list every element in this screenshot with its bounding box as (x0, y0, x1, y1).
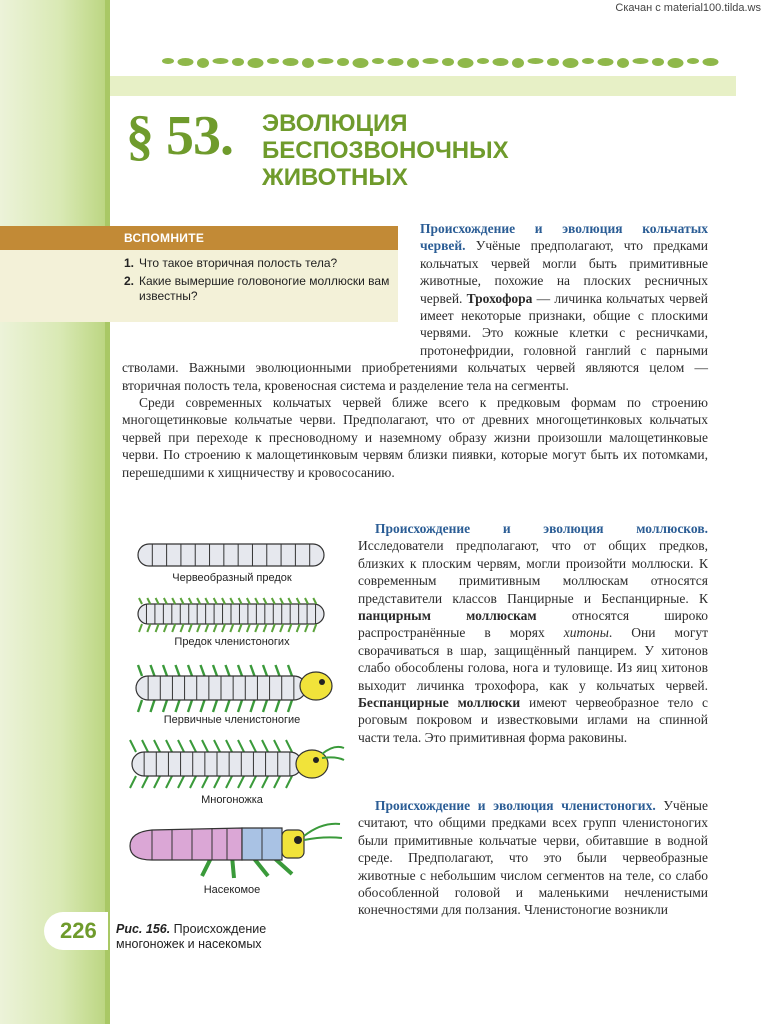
drawing-stroke (247, 624, 250, 632)
animal-silhouette (687, 58, 699, 64)
drawing-stroke (213, 700, 217, 712)
drawing-stroke (251, 700, 255, 712)
drawing-stroke (151, 665, 155, 676)
drawing-stroke (238, 665, 242, 676)
caption-text: Происхождение многоножек и насекомых (116, 922, 267, 951)
drawing-stroke (226, 665, 230, 676)
term: Трохофора (466, 290, 533, 306)
drawing-stroke (272, 598, 275, 604)
animal-silhouette (512, 58, 524, 68)
drawing-stroke (166, 740, 172, 752)
drawing-stroke (288, 598, 291, 604)
drawing-stroke (202, 776, 208, 788)
drawing-stroke (238, 776, 244, 788)
drawing-stroke (138, 665, 142, 676)
drawing-stroke (238, 740, 244, 752)
drawing-stroke (205, 624, 208, 632)
question-text: Какие вымершие головоногие моллюски вам известны? (139, 274, 390, 303)
drawing-stroke (163, 700, 167, 712)
drawing-stroke (288, 624, 291, 632)
animal-silhouette (197, 58, 209, 68)
drawing-stroke (226, 700, 230, 712)
drawing-stroke (274, 776, 280, 788)
drawing-stroke (262, 776, 268, 788)
drawing-stroke (297, 624, 300, 632)
drawing-stroke (255, 598, 258, 604)
drawing-stroke (230, 598, 233, 604)
animal-silhouette (353, 58, 369, 68)
insect-drawing (122, 816, 346, 880)
figure-label: Насекомое (203, 884, 261, 896)
drawing-stroke (154, 776, 160, 788)
drawing-stroke (276, 700, 280, 712)
question-number: 2. (124, 274, 135, 288)
drawing-stroke (297, 598, 300, 604)
drawing-stroke (251, 665, 255, 676)
animal-silhouette (162, 58, 174, 64)
drawing-stroke (247, 598, 250, 604)
animal-silhouette (337, 58, 349, 66)
body-text: относятся широко распространённые в морях (358, 608, 708, 641)
drawing-stroke (250, 776, 256, 788)
drawing-stroke (176, 665, 180, 676)
drawing-stroke (226, 740, 232, 752)
section-heading: Происхождение и эволюция моллюсков. (375, 521, 708, 536)
millipede-drawing (122, 738, 346, 790)
drawing-stroke (181, 598, 184, 604)
drawing-stroke (188, 700, 192, 712)
drawing-stroke (274, 740, 280, 752)
figure-label: Первичные членистоногие (163, 714, 301, 726)
drawing-stroke (214, 598, 217, 604)
animal-silhouette (598, 58, 614, 66)
section-heading: Происхождение и эволюция кольчатых червей. (420, 221, 708, 254)
body-paragraph: Среди современных кольчатых червей ближе всего к предковым формам по строению многощетинковые кольчатые черви. Предполагают, что от древних многощетинковых кольчатых червей при переходе к пресноводному и наземному образу жизни произошли малощетинковые черви. По строению к малощетинковым червям близки пиявки, которые могут быть их потомками, перешедшими к хищничеству и кровососанию. (122, 395, 708, 480)
animal-silhouette (213, 58, 229, 64)
recall-heading: ВСПОМНИТЕ (0, 226, 398, 250)
drawing-stroke (280, 598, 283, 604)
watermark: Скачан с material100.tilda.ws (615, 2, 761, 14)
animal-silhouette (283, 58, 299, 66)
drawing-stroke (166, 776, 172, 788)
drawing-stroke (130, 740, 136, 752)
animal-silhouette (178, 58, 194, 66)
question-text: Что такое вторичная полость тела? (139, 256, 338, 270)
drawing-stroke (142, 740, 148, 752)
animal-silhouette (582, 58, 594, 64)
drawing-stroke (305, 624, 308, 632)
drawing-stroke (288, 700, 292, 712)
drawing-stroke (250, 740, 256, 752)
animal-silhouette (493, 58, 509, 66)
drawing-stroke (239, 598, 242, 604)
title-line: БЕСПОЗВОНОЧНЫХ (262, 137, 509, 164)
figure-label: Предок членистоногих (174, 636, 290, 648)
worm-ancestor-drawing (134, 538, 334, 572)
drawing-stroke (178, 776, 184, 788)
drawing-stroke (151, 700, 155, 712)
body-text: имеют червеобразное тело с роговым покровом и известковыми иглами на спинной части тела. Это примитивная форма раковины. (358, 695, 708, 745)
drawing-stroke (139, 624, 142, 632)
animal-silhouette (528, 58, 544, 64)
body-text: — личинка кольчатых червей имеет некоторые признаки, общие с плоскими червями. Это кожные клетки с ресничками, протонефридии, головной ганглий с парными стволами. Важными эволюционными приобретениями кольчатых червей являются целом — вторичная полость тела, кровеносная система и разделение тела на сегменты. (122, 290, 708, 393)
question-number: 1. (124, 256, 135, 270)
drawing-stroke (214, 624, 217, 632)
title-line: ЭВОЛЮЦИЯ (262, 110, 408, 137)
caption-number: Рис. 156. (116, 922, 171, 936)
drawing-stroke (130, 776, 136, 788)
paragraph-number: § 53. (126, 105, 233, 167)
float-spacer (122, 220, 420, 342)
animal-silhouette (458, 58, 474, 68)
figure-caption (116, 922, 326, 952)
animal-silhouette (547, 58, 559, 66)
animal-silhouette (442, 58, 454, 66)
animal-silhouette (388, 58, 404, 66)
drawing-stroke (313, 624, 316, 632)
drawing-stroke (176, 700, 180, 712)
drawing-stroke (263, 700, 267, 712)
drawing-stroke (147, 624, 150, 632)
section-heading: Происхождение и эволюция членистоногих. (375, 798, 656, 813)
arthropod-ancestor-drawing (134, 596, 334, 634)
drawing-stroke (178, 740, 184, 752)
drawing-stroke (164, 624, 167, 632)
drawing-stroke (190, 740, 196, 752)
section-arthropods (358, 797, 708, 919)
drawing-stroke (138, 700, 142, 712)
drawing-stroke (147, 598, 150, 604)
animal-silhouette (248, 58, 264, 68)
primary-arthropod-drawing (126, 662, 342, 714)
drawing-stroke (154, 740, 160, 752)
figure-label: Червеобразный предок (172, 572, 292, 584)
drawing-stroke (197, 624, 200, 632)
drawing-stroke (181, 624, 184, 632)
title-band (110, 76, 736, 96)
animal-silhouette (267, 58, 279, 64)
animal-silhouette (232, 58, 244, 66)
left-margin-edge (105, 0, 110, 1024)
drawing-stroke (264, 624, 267, 632)
drawing-stroke (189, 598, 192, 604)
drawing-stroke (213, 665, 217, 676)
drawing-stroke (205, 598, 208, 604)
drawing-stroke (172, 624, 175, 632)
animal-silhouette (407, 58, 419, 68)
drawing-stroke (188, 665, 192, 676)
animal-silhouette (372, 58, 384, 64)
drawing-stroke (238, 700, 242, 712)
drawing-stroke (239, 624, 242, 632)
drawing-stroke (264, 598, 267, 604)
drawing-stroke (172, 598, 175, 604)
section-molluscs (358, 520, 708, 746)
drawing-stroke (164, 598, 167, 604)
term: Беспанцирные моллюски (358, 695, 521, 711)
animal-silhouette (302, 58, 314, 68)
page-number: 226 (60, 918, 97, 943)
animal-silhouette (477, 58, 489, 64)
drawing-stroke (222, 598, 225, 604)
drawing-stroke (163, 665, 167, 676)
body-text: . Они могут сворачиваться в шар, защищённый панцирем. У хитонов слабо обособлены голова, нога и туловище. Из яиц хитонов выходит личинка трохофора, как у кольчатых червей. (358, 625, 709, 693)
animal-silhouette (668, 58, 684, 68)
drawing-stroke (189, 624, 192, 632)
title-line: ЖИВОТНЫХ (262, 164, 408, 191)
animal-silhouettes-decoration (160, 50, 720, 72)
drawing-stroke (156, 624, 159, 632)
drawing-stroke (230, 624, 233, 632)
drawing-stroke (255, 624, 258, 632)
animal-silhouette (617, 58, 629, 68)
drawing-stroke (305, 598, 308, 604)
drawing-stroke (226, 776, 232, 788)
term: панцирным моллюскам (358, 608, 537, 624)
animal-silhouette (703, 58, 719, 66)
drawing-stroke (263, 665, 267, 676)
animal-silhouette (318, 58, 334, 64)
drawing-stroke (276, 665, 280, 676)
figure-label: Многоножка (201, 794, 263, 806)
drawing-stroke (280, 624, 283, 632)
drawing-stroke (262, 740, 268, 752)
drawing-stroke (313, 598, 316, 604)
drawing-stroke (142, 776, 148, 788)
drawing-stroke (190, 776, 196, 788)
drawing-stroke (201, 700, 205, 712)
drawing-stroke (202, 740, 208, 752)
drawing-stroke (272, 624, 275, 632)
term-italic: хитоны (563, 625, 609, 641)
drawing-stroke (222, 624, 225, 632)
drawing-stroke (288, 665, 292, 676)
body-text: Исследователи предполагают, что от общих предков, близких к плоским червям, могли произойти моллюски. К современным примитивным моллюскам относятся представители классов Панцирные и Беспанцирные. К (358, 538, 708, 606)
drawing-stroke (201, 665, 205, 676)
drawing-stroke (156, 598, 159, 604)
animal-silhouette (563, 58, 579, 68)
left-margin-strip (0, 0, 110, 1024)
animal-silhouette (633, 58, 649, 64)
section-annelids (122, 220, 708, 481)
animal-silhouette (652, 58, 664, 66)
drawing-stroke (286, 776, 292, 788)
animal-silhouette (423, 58, 439, 64)
drawing-stroke (286, 740, 292, 752)
figure-evolution (116, 530, 352, 930)
body-text: Учёные предполагают, что предками кольчатых червей могли быть примитивные животные, похожие на плоских ресничных червей. (420, 238, 708, 306)
drawing-stroke (197, 598, 200, 604)
chapter-title (262, 110, 509, 191)
drawing-stroke (214, 776, 220, 788)
drawing-stroke (139, 598, 142, 604)
body-text: Учёные считают, что общими предками всех групп членистоногих были примитивные кольчатые черви, обитавшие в водной среде. Предполагают, что это были червеобразные животные с небольшим числом сегментов на теле, со слабо обособленной головой и маленькими нечленистыми конечностями для ползания. Членистоногие возникли (358, 798, 708, 918)
drawing-stroke (214, 740, 220, 752)
